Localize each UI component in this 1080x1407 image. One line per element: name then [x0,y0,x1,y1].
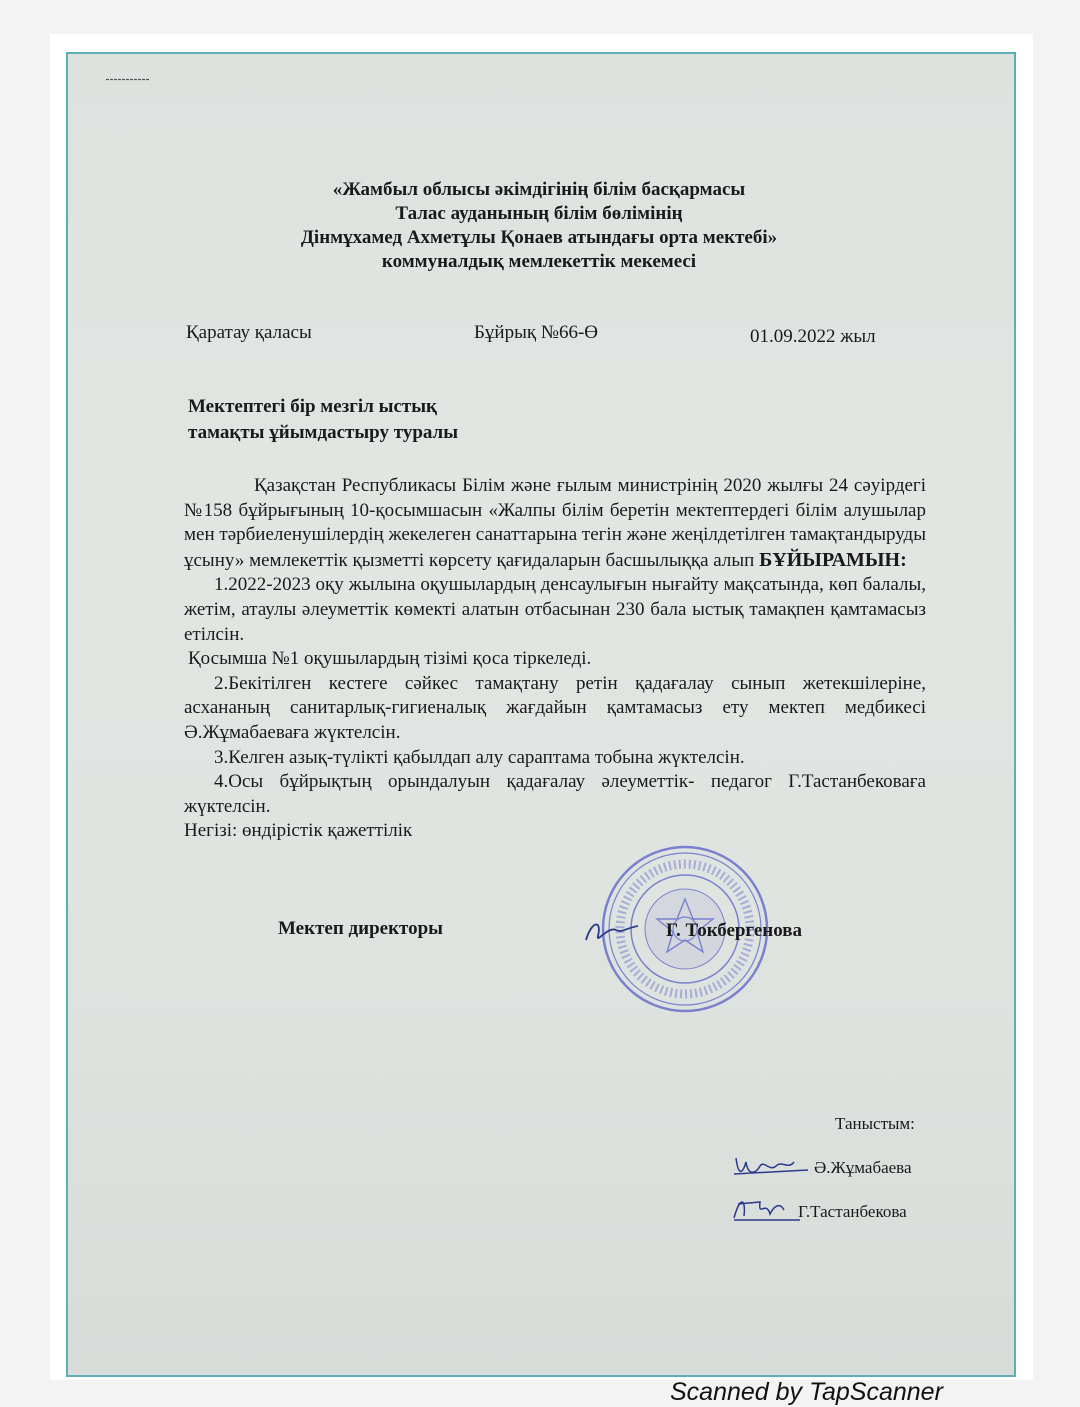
document-page [68,54,1014,1375]
order-number: Бұйрық №66-Ө [474,322,599,343]
institution-header [68,178,1014,274]
director-name: Г. Токбергенова [666,920,803,941]
acquainted-person-2: Г.Тастанбекова [798,1202,907,1221]
item-3: 3.Келген азық-түлікті қабылдап алу сараптама тобына жүктелсін. [214,746,745,768]
title-line-1: Мектептегі бір мезгіл ыстық [188,396,438,417]
acquainted-person-1: Ә.Жұмабаева [814,1158,912,1177]
header-line-4: коммуналдық мемлекеттік мекемесі [381,251,697,272]
order-date: 01.09.2022 жыл [750,326,876,347]
item-1: 1.2022-2023 оқу жылына оқушылардың денсаулығын нығайту мақсатында, көп балалы, жетім, атаулы әлеуметтік көмекті алатын отбасынан 230 бала ыстық тамақпен қамтамасыз етілсін. [184,574,926,645]
director-position: Мектеп директоры [278,918,444,939]
item-4: 4.Осы бұйрықтың орындалуын қадағалау әлеуметтік- педагог Г.Тастанбековаға жүктелсін. [184,771,926,817]
header-line-2: Талас ауданының білім бөлімінің [395,203,683,224]
scanner-watermark: Scanned by TapScanner [670,1378,943,1406]
header-line-1: «Жамбыл облысы әкімдігінің білім басқармасы [332,179,746,200]
item-1-note: Қосымша №1 оқушылардың тізімі қоса тіркеледі. [188,648,592,670]
corner-mark [106,78,150,81]
signature-1 [730,1150,810,1182]
intro-text: Қазақстан Республикасы Білім және ғылым министрінің 2020 жылғы 24 сәуірдегі №158 бұйрығының 10-қосымшасын «Жалпы білім беретін мектептердегі білім алушылар мен тәрбиеленушілердің жекелеген санаттарына тегін және жеңілдетілген тамақтандыруды ұсыну» мемлекеттік қызметті көрсету қағидаларын басшылыққа алып [184,475,926,571]
order-body [184,474,926,844]
director-signature [582,916,642,946]
title-line-2: тамақты ұйымдастыру туралы [188,422,459,443]
order-word: БҰЙЫРАМЫН: [759,548,907,571]
intro-paragraph [184,474,926,573]
document-title [188,394,458,446]
item-2: 2.Бекітілген кестеге сәйкес тамақтану ретін қадағалау сынып жетекшілеріне, асхананың санитарлық-гигиеналық жағдайын қамтамасыз ету мектеп медбикесі Ә.Жұмабаеваға жүктелсін. [184,672,926,743]
acquainted-label: Таныстым: [835,1114,915,1133]
header-line-3: Дінмұхамед Ахметұлы Қонаев атындағы орта мектебі» [300,227,778,248]
place-text: Қаратау қаласы [186,322,312,343]
basis-line: Негізі: өндірістік қажеттілік [184,820,413,842]
